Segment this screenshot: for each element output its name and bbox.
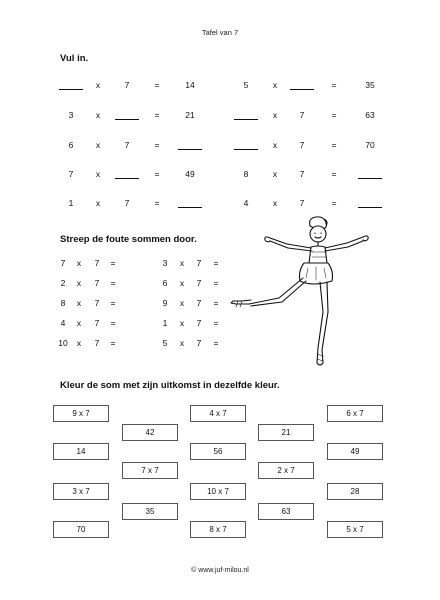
left-exercise-token: 49 <box>185 169 195 179</box>
answer-blank[interactable] <box>290 89 314 90</box>
col2-sum-token: x <box>179 338 185 348</box>
match-box[interactable]: 42 <box>122 424 178 441</box>
col2-sum-token: 7 <box>196 258 202 268</box>
match-box[interactable]: 9 x 7 <box>53 405 109 422</box>
col2-sum-token: = <box>213 318 219 328</box>
section3-heading: Kleur de som met zijn uitkomst in dezelfde kleur. <box>60 380 280 391</box>
left-exercise-token: = <box>154 198 160 208</box>
match-box[interactable]: 10 x 7 <box>190 483 246 500</box>
match-box[interactable]: 14 <box>53 443 109 460</box>
right-exercise-token: 70 <box>365 140 375 150</box>
col2-sum-token: 7 <box>196 338 202 348</box>
right-exercise-token: 8 <box>243 169 249 179</box>
page-title: Tafel van 7 <box>201 28 239 37</box>
answer-blank[interactable] <box>178 149 202 150</box>
col2-sum-token: 7 <box>196 298 202 308</box>
left-exercise-token: 1 <box>68 198 74 208</box>
col1-sum-token: x <box>76 338 82 348</box>
left-exercise-token: x <box>95 169 101 179</box>
ballerina-illustration <box>230 212 370 380</box>
col1-sum-token: = <box>110 318 116 328</box>
match-box[interactable]: 2 x 7 <box>258 462 314 479</box>
right-exercise-token: 4 <box>243 198 249 208</box>
left-exercise-token: x <box>95 140 101 150</box>
footer-copyright: © www.juf-milou.nl <box>191 567 249 574</box>
col1-sum-token[interactable]: 4 <box>60 318 66 328</box>
answer-blank[interactable] <box>59 89 83 90</box>
col1-sum-token: 7 <box>94 318 100 328</box>
right-exercise-token: = <box>331 169 337 179</box>
col2-sum-token: = <box>213 298 219 308</box>
match-box[interactable]: 6 x 7 <box>327 405 383 422</box>
match-box[interactable]: 35 <box>122 503 178 520</box>
match-box[interactable]: 4 x 7 <box>190 405 246 422</box>
right-exercise-token: x <box>272 80 278 90</box>
right-exercise-token: 5 <box>243 80 249 90</box>
col1-sum-token: x <box>76 278 82 288</box>
left-exercise-token: x <box>95 110 101 120</box>
answer-blank[interactable] <box>234 119 258 120</box>
col1-sum-token: x <box>76 258 82 268</box>
answer-blank[interactable] <box>358 207 382 208</box>
right-exercise-token: 7 <box>299 169 305 179</box>
right-exercise-token: 7 <box>299 198 305 208</box>
col1-sum-token: x <box>76 298 82 308</box>
match-box[interactable]: 7 x 7 <box>122 462 178 479</box>
left-exercise-token: 7 <box>68 169 74 179</box>
col1-sum-token: = <box>110 258 116 268</box>
col1-sum-token[interactable]: 2 <box>60 278 66 288</box>
match-box[interactable]: 8 x 7 <box>190 521 246 538</box>
col1-sum-token[interactable]: 10 <box>58 338 68 348</box>
answer-blank[interactable] <box>115 119 139 120</box>
left-exercise-token: 14 <box>185 80 195 90</box>
right-exercise-token: x <box>272 198 278 208</box>
col2-sum-token: 7 <box>196 318 202 328</box>
col1-sum-token: = <box>110 338 116 348</box>
col1-sum-token: x <box>76 318 82 328</box>
right-exercise-token: x <box>272 140 278 150</box>
right-exercise-token: = <box>331 80 337 90</box>
col2-sum-token: x <box>179 298 185 308</box>
col1-sum-token: 7 <box>94 298 100 308</box>
left-exercise-token: = <box>154 110 160 120</box>
left-exercise-token: = <box>154 169 160 179</box>
right-exercise-token: 35 <box>365 80 375 90</box>
right-exercise-token: x <box>272 110 278 120</box>
col1-sum-token: 7 <box>94 278 100 288</box>
match-box[interactable]: 3 x 7 <box>53 483 109 500</box>
col1-sum-token[interactable]: 8 <box>60 298 66 308</box>
answer-blank[interactable] <box>358 178 382 179</box>
col1-sum-token: 7 <box>94 258 100 268</box>
left-exercise-token: x <box>95 80 101 90</box>
col2-sum-token: = <box>213 338 219 348</box>
match-box[interactable]: 70 <box>53 521 109 538</box>
left-exercise-token: 21 <box>185 110 195 120</box>
match-box[interactable]: 5 x 7 <box>327 521 383 538</box>
right-exercise-token: 7 <box>299 110 305 120</box>
col1-sum-token[interactable]: 7 <box>60 258 66 268</box>
right-exercise-token: 7 <box>299 140 305 150</box>
left-exercise-token: 7 <box>124 80 130 90</box>
left-exercise-token: 7 <box>124 140 130 150</box>
answer-blank[interactable] <box>115 178 139 179</box>
right-exercise-token: 63 <box>365 110 375 120</box>
section1-heading: Vul in. <box>60 53 89 64</box>
section2-heading: Streep de foute sommen door. <box>60 234 197 245</box>
col1-sum-token: = <box>110 298 116 308</box>
col2-sum-token: x <box>179 258 185 268</box>
col2-sum-token: x <box>179 278 185 288</box>
col2-sum-token: = <box>213 258 219 268</box>
right-exercise-token: x <box>272 169 278 179</box>
match-box[interactable]: 56 <box>190 443 246 460</box>
col2-sum-token: = <box>213 278 219 288</box>
col2-sum-token: 7 <box>196 278 202 288</box>
left-exercise-token: 7 <box>124 198 130 208</box>
col2-sum-token[interactable]: 6 <box>162 278 168 288</box>
col2-sum-token[interactable]: 3 <box>162 258 168 268</box>
match-box[interactable]: 28 <box>327 483 383 500</box>
col1-sum-token: 7 <box>94 338 100 348</box>
col2-sum-token[interactable]: 1 <box>162 318 168 328</box>
match-box[interactable]: 21 <box>258 424 314 441</box>
left-exercise-token: 3 <box>68 110 74 120</box>
right-exercise-token: = <box>331 110 337 120</box>
col1-sum-token: = <box>110 278 116 288</box>
col2-sum-token[interactable]: 5 <box>162 338 168 348</box>
match-box[interactable]: 63 <box>258 503 314 520</box>
col2-sum-token[interactable]: 9 <box>162 298 168 308</box>
match-box[interactable]: 49 <box>327 443 383 460</box>
left-exercise-token: x <box>95 198 101 208</box>
right-exercise-token: = <box>331 198 337 208</box>
left-exercise-token: 6 <box>68 140 74 150</box>
left-exercise-token: = <box>154 140 160 150</box>
answer-blank[interactable] <box>234 149 258 150</box>
left-exercise-token: = <box>154 80 160 90</box>
answer-blank[interactable] <box>178 207 202 208</box>
right-exercise-token: = <box>331 140 337 150</box>
col2-sum-token: x <box>179 318 185 328</box>
